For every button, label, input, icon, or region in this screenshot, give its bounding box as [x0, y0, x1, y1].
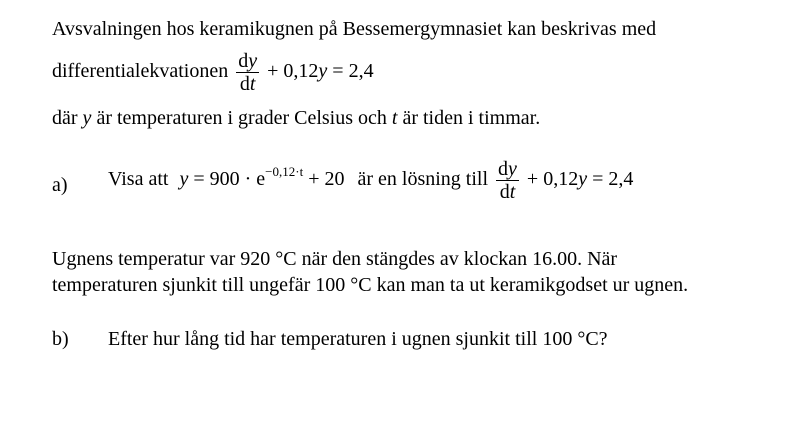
part-b-text: Efter hur lång tid har temperaturen i ugnen sjunkit till 100 °C? — [108, 328, 608, 350]
eq-plus-coef: + 0,12 — [267, 60, 319, 83]
line3-c: är tiden i timmar. — [402, 107, 541, 129]
den-var: t — [249, 73, 256, 95]
solution-expression — [179, 164, 345, 191]
part-a-text2: är en lösning till — [357, 168, 489, 191]
para-line-2: temperaturen sjunkit till ungefär 100 °C kan man ta ut keramikgodset ur ugnen. — [52, 274, 689, 296]
intro-prefix: differentialekvationen — [52, 60, 229, 83]
eq-var-2: y — [578, 168, 588, 191]
line3-a: där — [52, 107, 78, 129]
den-d: d — [239, 73, 250, 95]
derivative-fraction — [236, 50, 259, 95]
line3-var-t: t — [391, 107, 398, 129]
num-var-2: y — [508, 158, 517, 180]
sol-expr-b: + 20 — [308, 168, 345, 191]
eq-var: y — [318, 60, 328, 83]
intro-line-2 — [52, 50, 374, 95]
eq-plus-coef-2: + 0,12 — [526, 168, 579, 191]
num-d-2: d — [498, 158, 509, 180]
eq-rhs: = 2,4 — [332, 60, 374, 83]
num-var: y — [248, 50, 258, 72]
num-d: d — [238, 50, 249, 72]
den-d-2: d — [499, 181, 510, 203]
derivative-fraction-2 — [496, 158, 519, 203]
sol-expr-a: = 900 · e — [193, 168, 266, 191]
line3-var-y: y — [82, 107, 92, 129]
line3-b: är temperaturen i grader Celsius och — [96, 107, 387, 129]
equation-rest-2 — [527, 168, 633, 190]
intro-line-1: Avsvalningen hos keramikugnen på Bessemergymnasiet kan beskrivas med — [52, 18, 657, 40]
eq-rhs-2: = 2,4 — [592, 168, 634, 191]
part-a-text1: Visa att — [108, 168, 169, 191]
sol-exponent: −0,12·t — [265, 164, 304, 180]
para-line-1: Ugnens temperatur var 920 °C när den stängdes av klockan 16.00. När — [52, 248, 618, 270]
equation-rest — [267, 60, 373, 82]
part-a-label: a) — [52, 174, 68, 196]
part-b-label: b) — [52, 328, 69, 350]
den-var-2: t — [509, 181, 516, 203]
sol-y-var: y — [179, 168, 189, 191]
intro-line-3 — [52, 106, 540, 130]
part-a-line — [108, 158, 633, 203]
